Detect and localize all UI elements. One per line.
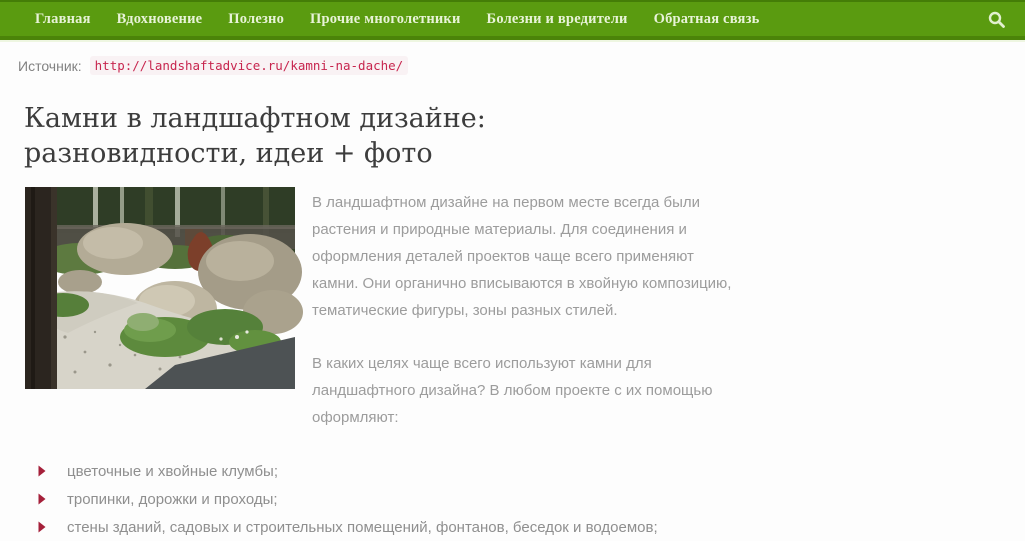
nav-item-perennials[interactable]: Прочие многолетники xyxy=(310,10,461,27)
nav-item-diseases[interactable]: Болезни и вредители xyxy=(486,10,628,27)
nav-underline xyxy=(0,40,1025,42)
rock-garden-image xyxy=(25,187,295,389)
source-label: Источник: xyxy=(18,57,82,74)
nav-item-home[interactable]: Главная xyxy=(35,10,91,27)
list-item-text: стены зданий, садовых и строительных помещений, фонтанов, беседок и водоемов; xyxy=(67,518,658,536)
article-text xyxy=(312,187,740,431)
nav-item-inspiration[interactable]: Вдохновение xyxy=(116,10,203,27)
source-url-link[interactable]: http://landshaftadvice.ru/kamni-na-dache/ xyxy=(90,56,409,75)
nav-item-useful[interactable]: Полезно xyxy=(228,10,285,27)
list-item-text: цветочные и хвойные клумбы; xyxy=(67,462,278,480)
paragraph-question: В каких целях чаще всего используют камни для ландшафтного дизайна? В любом проекте с их помощью оформляют: xyxy=(312,355,713,426)
arrow-bullet-icon xyxy=(38,465,46,477)
arrow-bullet-icon xyxy=(38,521,46,533)
nav-item-feedback[interactable]: Обратная связь xyxy=(653,10,760,27)
list-item xyxy=(38,457,1025,485)
paragraph-intro: В ландшафтном дизайне на первом месте всегда были растения и природные материалы. Для соединения и оформления деталей проектов чаще всего применяют камни. Они органично вписываются в хвойную композицию, тематические фигуры, зоны разных стилей. xyxy=(312,194,732,319)
list-item xyxy=(38,485,1025,513)
search-button[interactable] xyxy=(981,4,1011,34)
search-icon xyxy=(988,11,1005,28)
article-content xyxy=(25,187,1025,431)
usage-list xyxy=(38,457,1025,541)
page-title: Камни в ландшафтном дизайне: разновидности, идеи + фото xyxy=(24,103,486,169)
article-photo xyxy=(25,187,295,389)
arrow-bullet-icon xyxy=(38,493,46,505)
source-row xyxy=(18,56,1025,75)
list-item xyxy=(38,513,1025,541)
main-navigation xyxy=(0,0,1025,40)
list-item-text: тропинки, дорожки и проходы; xyxy=(67,490,278,508)
